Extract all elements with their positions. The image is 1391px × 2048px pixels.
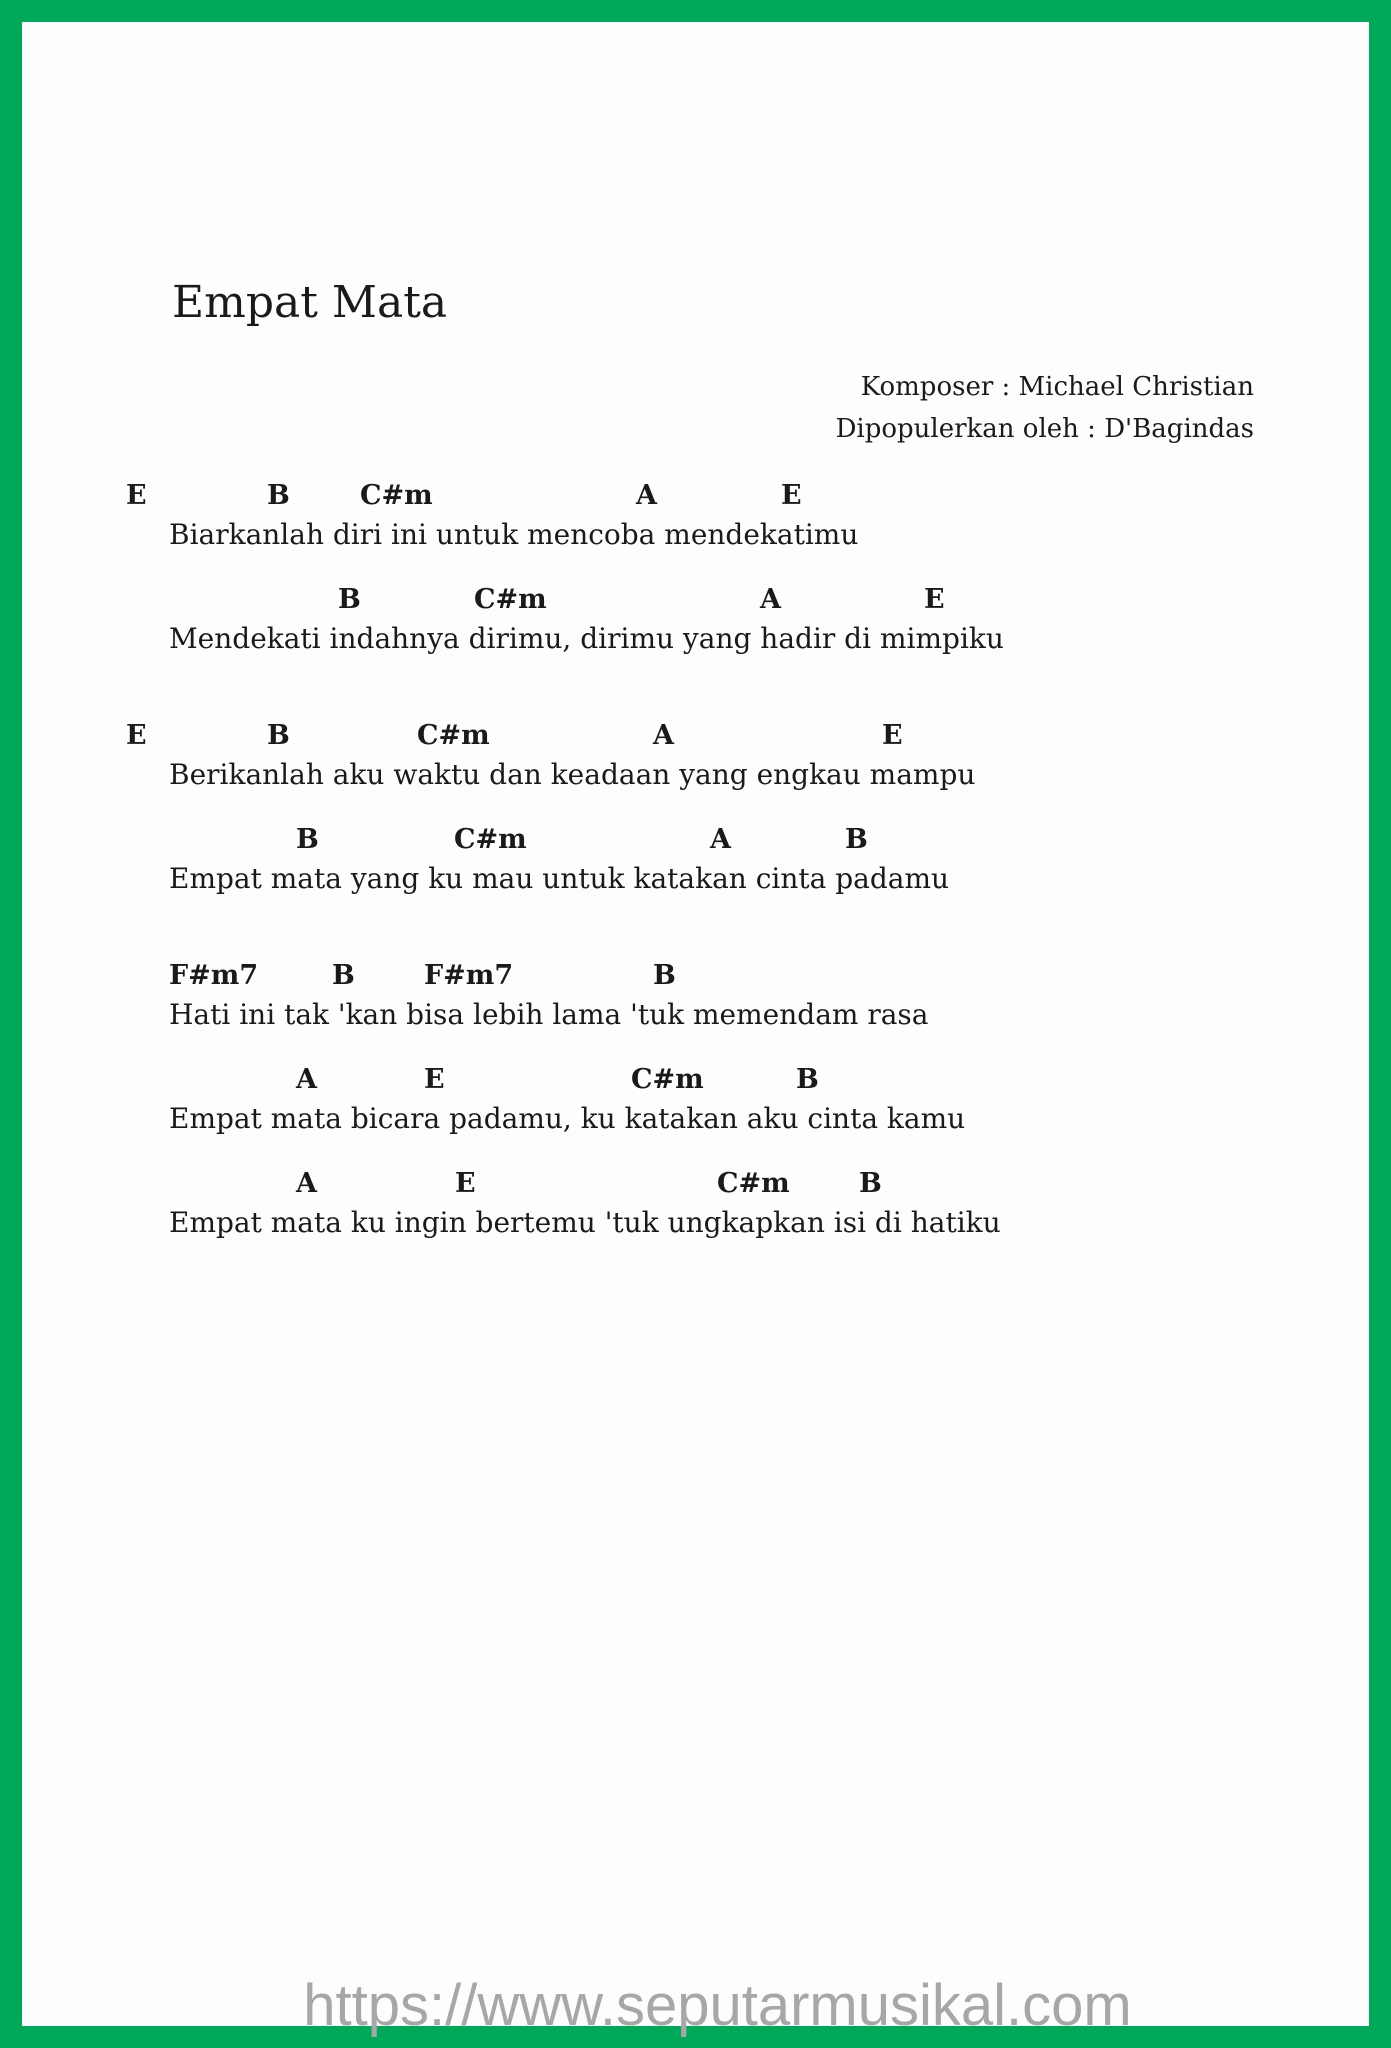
chord: E [882,720,903,751]
lyric-line: Hati ini tak 'kan bisa lebih lama 'tuk memendam rasa [169,998,929,1031]
chord: C#m [717,1168,790,1199]
chord: A [760,584,781,615]
chord: B [267,480,290,511]
chord: E [924,584,945,615]
lyric-line: Mendekati indahnya dirimu, dirimu yang hadir di mimpiku [169,622,1004,655]
lyric-line: Empat mata yang ku mau untuk katakan cinta padamu [169,862,950,895]
chord: E [455,1168,476,1199]
popularized-by-credit: Dipopulerkan oleh : D'Bagindas [835,414,1254,444]
chord: B [338,584,361,615]
lyric-line: Biarkanlah diri ini untuk mencoba mendekatimu [169,518,859,551]
chord: E [781,480,802,511]
chord: C#m [474,584,547,615]
chord: A [653,720,674,751]
lyric-line: Empat mata bicara padamu, ku katakan aku cinta kamu [169,1102,966,1135]
chord: A [296,1168,317,1199]
chord: B [332,960,355,991]
chord: B [845,824,868,855]
composer-credit: Komposer : Michael Christian [860,372,1254,402]
chord: E [126,480,147,511]
chord: C#m [454,824,527,855]
chord: F#m7 [169,960,259,991]
chord: B [296,824,319,855]
lyric-line: Berikanlah aku waktu dan keadaan yang engkau mampu [169,758,976,791]
chord: A [636,480,657,511]
chord: A [710,824,731,855]
chord: B [859,1168,882,1199]
chord: C#m [631,1064,704,1095]
song-title: Empat Mata [172,277,448,328]
chord: B [267,720,290,751]
chord: F#m7 [424,960,514,991]
chord: B [653,960,676,991]
chord: B [796,1064,819,1095]
chord: C#m [417,720,490,751]
chord: C#m [360,480,433,511]
lyric-line: Empat mata ku ingin bertemu 'tuk ungkapkan isi di hatiku [169,1206,1001,1239]
chord: E [424,1064,445,1095]
chord: E [126,720,147,751]
chord: A [296,1064,317,1095]
website-watermark: https://www.seputarmusikal.com [303,1973,1132,2038]
